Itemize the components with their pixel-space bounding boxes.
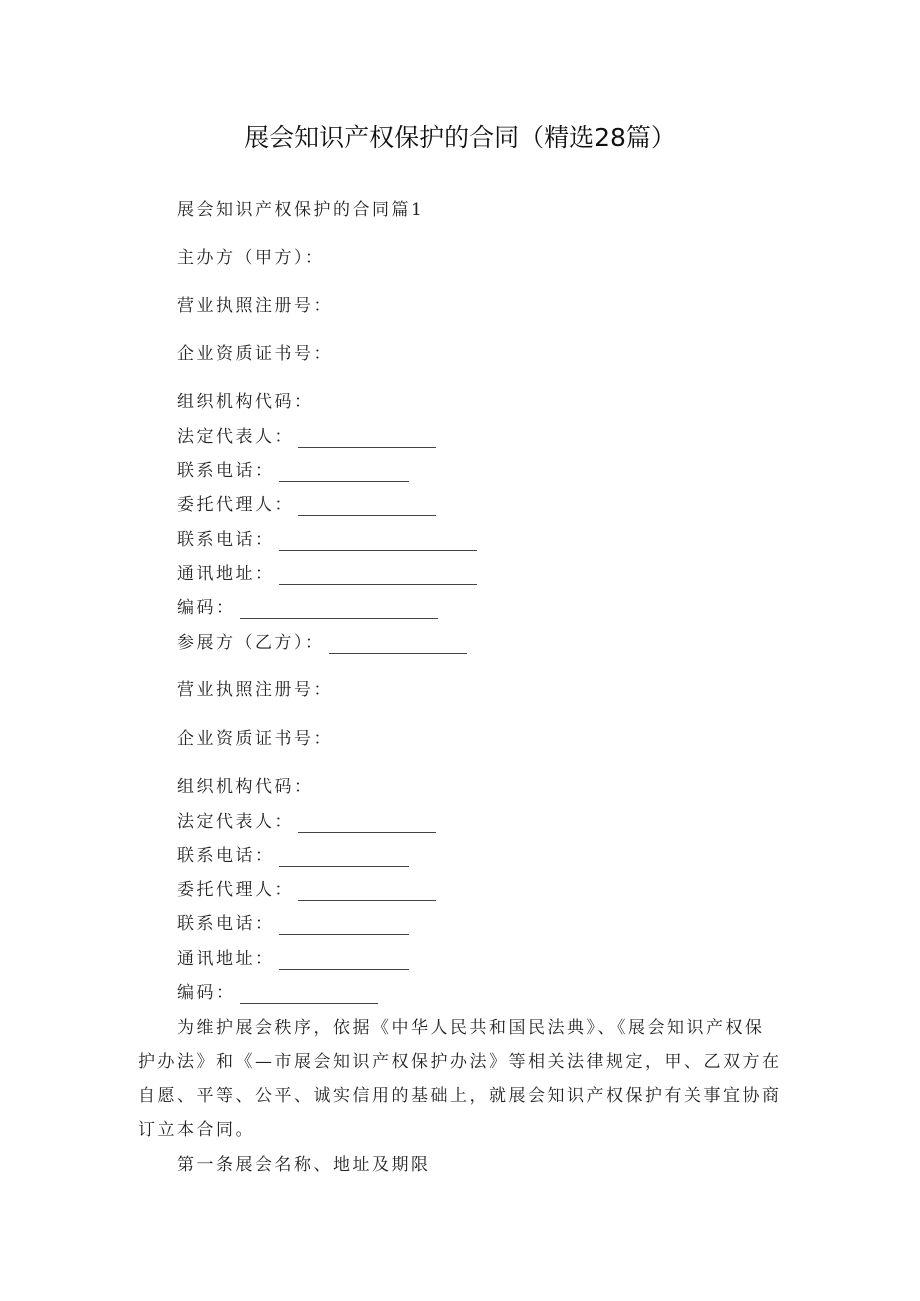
- party-b-header-row: [177, 632, 467, 654]
- party-a-header: 主办方（甲方）：: [177, 248, 325, 268]
- party-b-phone2-label: 联系电话：: [177, 914, 275, 934]
- party-b-qualification-no: 企业资质证书号：: [177, 729, 333, 749]
- party-b-license-no: 营业执照注册号：: [177, 680, 333, 700]
- preamble-line-4: 订立本合同。: [138, 1120, 255, 1140]
- party-a-address-blank[interactable]: [279, 566, 477, 585]
- party-b-legal-rep-blank[interactable]: [298, 814, 436, 833]
- party-a-license-no: 营业执照注册号：: [177, 296, 333, 316]
- party-b-legal-rep-label: 法定代表人：: [177, 812, 294, 832]
- party-a-agent-row: [177, 494, 436, 516]
- party-b-address-row: [177, 948, 409, 970]
- preamble-line-1: 为维护展会秩序，依据《中华人民共和国民法典》、《展会知识产权保: [177, 1018, 765, 1038]
- party-a-address-label: 通讯地址：: [177, 564, 275, 584]
- party-a-phone2-blank[interactable]: [279, 532, 477, 551]
- party-a-agent-blank[interactable]: [298, 497, 436, 516]
- party-a-phone-label: 联系电话：: [177, 461, 275, 481]
- party-b-agent-row: [177, 879, 436, 901]
- section-heading: 展会知识产权保护的合同篇1: [177, 200, 425, 220]
- party-a-phone2-row: [177, 529, 477, 551]
- party-a-phone-row: [177, 460, 409, 482]
- party-b-agent-label: 委托代理人：: [177, 880, 294, 900]
- preamble-line-2: 护办法》和《—市展会知识产权保护办法》等相关法律规定，甲、乙双方在: [138, 1052, 782, 1072]
- party-a-postcode-blank[interactable]: [240, 600, 438, 619]
- party-b-legal-rep-row: [177, 811, 436, 833]
- party-a-legal-rep-blank[interactable]: [298, 429, 436, 448]
- party-a-org-code: 组织机构代码：: [177, 392, 314, 412]
- party-a-agent-label: 委托代理人：: [177, 495, 294, 515]
- party-a-postcode-row: [177, 597, 438, 619]
- party-b-phone-blank[interactable]: [279, 848, 409, 867]
- party-b-phone2-row: [177, 913, 409, 935]
- party-b-postcode-label: 编码：: [177, 983, 236, 1003]
- party-b-org-code: 组织机构代码：: [177, 777, 314, 797]
- party-b-header: 参展方（乙方）：: [177, 633, 325, 653]
- party-a-phone-blank[interactable]: [279, 463, 409, 482]
- party-b-address-blank[interactable]: [279, 951, 409, 970]
- party-a-qualification-no: 企业资质证书号：: [177, 344, 333, 364]
- article-1-heading: 第一条展会名称、地址及期限: [177, 1155, 431, 1175]
- party-a-postcode-label: 编码：: [177, 598, 236, 618]
- party-b-phone-label: 联系电话：: [177, 846, 275, 866]
- party-b-agent-blank[interactable]: [298, 882, 436, 901]
- document-title: 展会知识产权保护的合同（精选28篇）: [244, 123, 676, 152]
- party-b-phone2-blank[interactable]: [279, 916, 409, 935]
- preamble-line-3: 自愿、平等、公平、诚实信用的基础上，就展会知识产权保护有关事宜协商: [138, 1086, 782, 1106]
- party-a-legal-rep-row: [177, 426, 436, 448]
- party-b-address-label: 通讯地址：: [177, 949, 275, 969]
- party-a-phone2-label: 联系电话：: [177, 530, 275, 550]
- party-b-postcode-blank[interactable]: [240, 985, 378, 1004]
- party-b-postcode-row: [177, 982, 378, 1004]
- party-a-address-row: [177, 563, 477, 585]
- party-b-phone-row: [177, 845, 409, 867]
- party-a-legal-rep-label: 法定代表人：: [177, 427, 294, 447]
- party-b-header-blank[interactable]: [329, 635, 467, 654]
